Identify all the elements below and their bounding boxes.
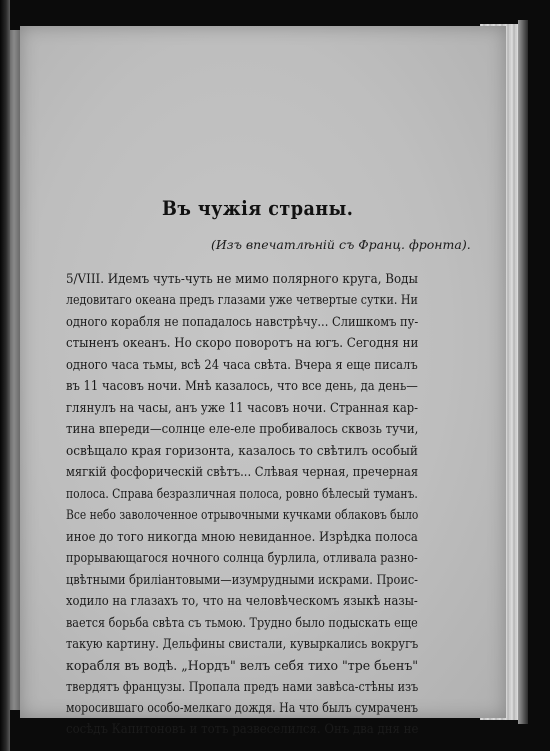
body-line: полоса. Справа безразличная полоса, ровно бѣлесый туманъ. [66, 487, 418, 502]
document-title: Въ чужiя страны. [162, 196, 354, 220]
body-line: стыненъ океанъ. Но скоро поворотъ на югъ. Сегодня ни [66, 336, 419, 351]
body-line: ходило на глазахъ то, что на человѣческомъ языкѣ назы- [66, 594, 418, 609]
body-line: Все небо заволоченное отрывочными кучками облаковъ было [66, 508, 419, 523]
body-line: одного корабля не попадалось навстрѣчу... Слишкомъ пу- [66, 315, 419, 330]
body-line: иное до того никогда мною невиданное. Изрѣдка полоса [66, 530, 418, 545]
body-line: прорывающагося ночного солнца бурлила, отливала разно- [66, 551, 418, 566]
body-line: ледовитаго океана предъ глазами уже четвертые сутки. Ни [66, 293, 418, 308]
document-subtitle: (Изъ впечатлѣнiй съ Франц. фронта). [211, 237, 471, 252]
body-line: 5/VIII. Идемъ чуть-чуть не мимо полярного круга, Воды [66, 272, 418, 287]
body-line: сосѣдъ Капитоновъ и тотъ развеселился. Онъ два дня не [66, 722, 419, 737]
body-line: въ 11 часовъ ночи. Мнѣ казалось, что все день, да день— [66, 379, 418, 394]
binding-gutter [10, 30, 20, 710]
body-line: моросившаго особо-мелкаго дождя. На что былъ сумраченъ [66, 701, 419, 716]
page-edge-shadow [518, 20, 528, 724]
left-margin-strip [0, 0, 10, 751]
body-line: глянулъ на часы, анъ уже 11 часовъ ночи. Странная кар- [66, 401, 419, 416]
body-line: цвѣтными брилiантовыми—изумрудными искрами. Проис- [66, 573, 418, 588]
body-line: мягкiй фосфорическiй свѣтъ... Слѣвая черная, пречерная [66, 465, 419, 480]
body-line: такую картину. Дельфины свистали, кувыркались вокругъ [66, 637, 419, 652]
body-line: корабля въ водѣ. „Нордъ" велъ себя тихо "тре бьенъ" [66, 659, 419, 674]
body-line: вается борьба свѣта съ тьмою. Трудно было подыскать еще [66, 616, 418, 631]
body-line: твердятъ французы. Пропала предъ нами завѣса-стѣны изъ [66, 680, 419, 695]
body-line: освѣщало края горизонта, казалось то свѣтилъ особый [66, 444, 418, 459]
body-line: тина впереди—солнце еле-еле пробивалось сквозь тучи, [66, 422, 419, 437]
body-line: одного часа тьмы, всѣ 24 часа свѣта. Вчера я еще писалъ [66, 358, 418, 373]
